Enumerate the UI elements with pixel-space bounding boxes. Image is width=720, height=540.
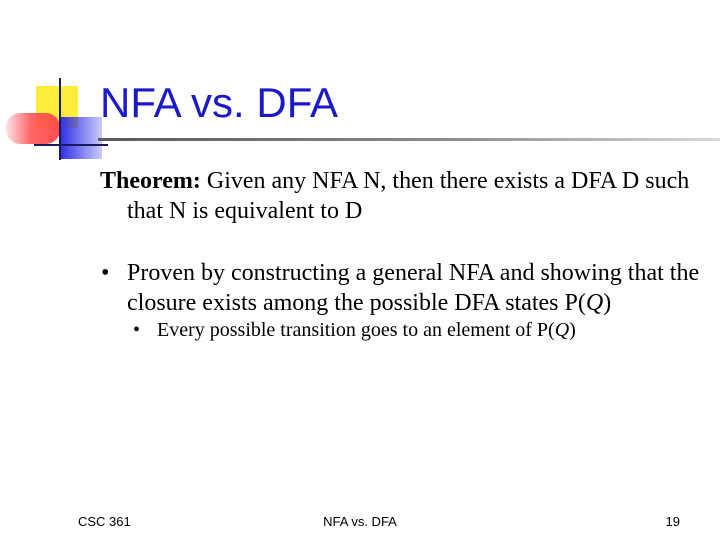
bullet-q-symbol: Q	[585, 290, 604, 316]
bullet-marker: •	[101, 260, 110, 286]
decorative-corner-graphic	[0, 0, 110, 170]
theorem-text: Given any NFA N, then there exists a DFA D such that N is equivalent to D	[127, 168, 690, 224]
slide-body	[100, 166, 710, 342]
bullet-text: Proven by constructing a general NFA and showing that the closure exists among the possible DFA states P(	[127, 260, 700, 316]
footer-course: CSC 361	[78, 514, 131, 529]
title-underline	[98, 138, 720, 141]
subbullet-text-end: )	[569, 319, 576, 341]
footer-title: NFA vs. DFA	[323, 514, 397, 529]
deco-blue-square	[60, 117, 102, 159]
deco-red-bar	[6, 113, 60, 144]
subbullet-text: Every possible transition goes to an element of P(	[157, 319, 555, 341]
subbullet-q-symbol: Q	[554, 319, 570, 341]
bullet-item	[100, 258, 710, 318]
theorem-paragraph	[100, 166, 710, 226]
subbullet-marker: •	[133, 319, 141, 341]
theorem-label: Theorem:	[100, 168, 201, 194]
slide-title: NFA vs. DFA	[100, 79, 339, 126]
subbullet-item	[100, 318, 710, 342]
bullet-text-end: )	[603, 290, 612, 316]
footer-page-number: 19	[665, 514, 680, 529]
